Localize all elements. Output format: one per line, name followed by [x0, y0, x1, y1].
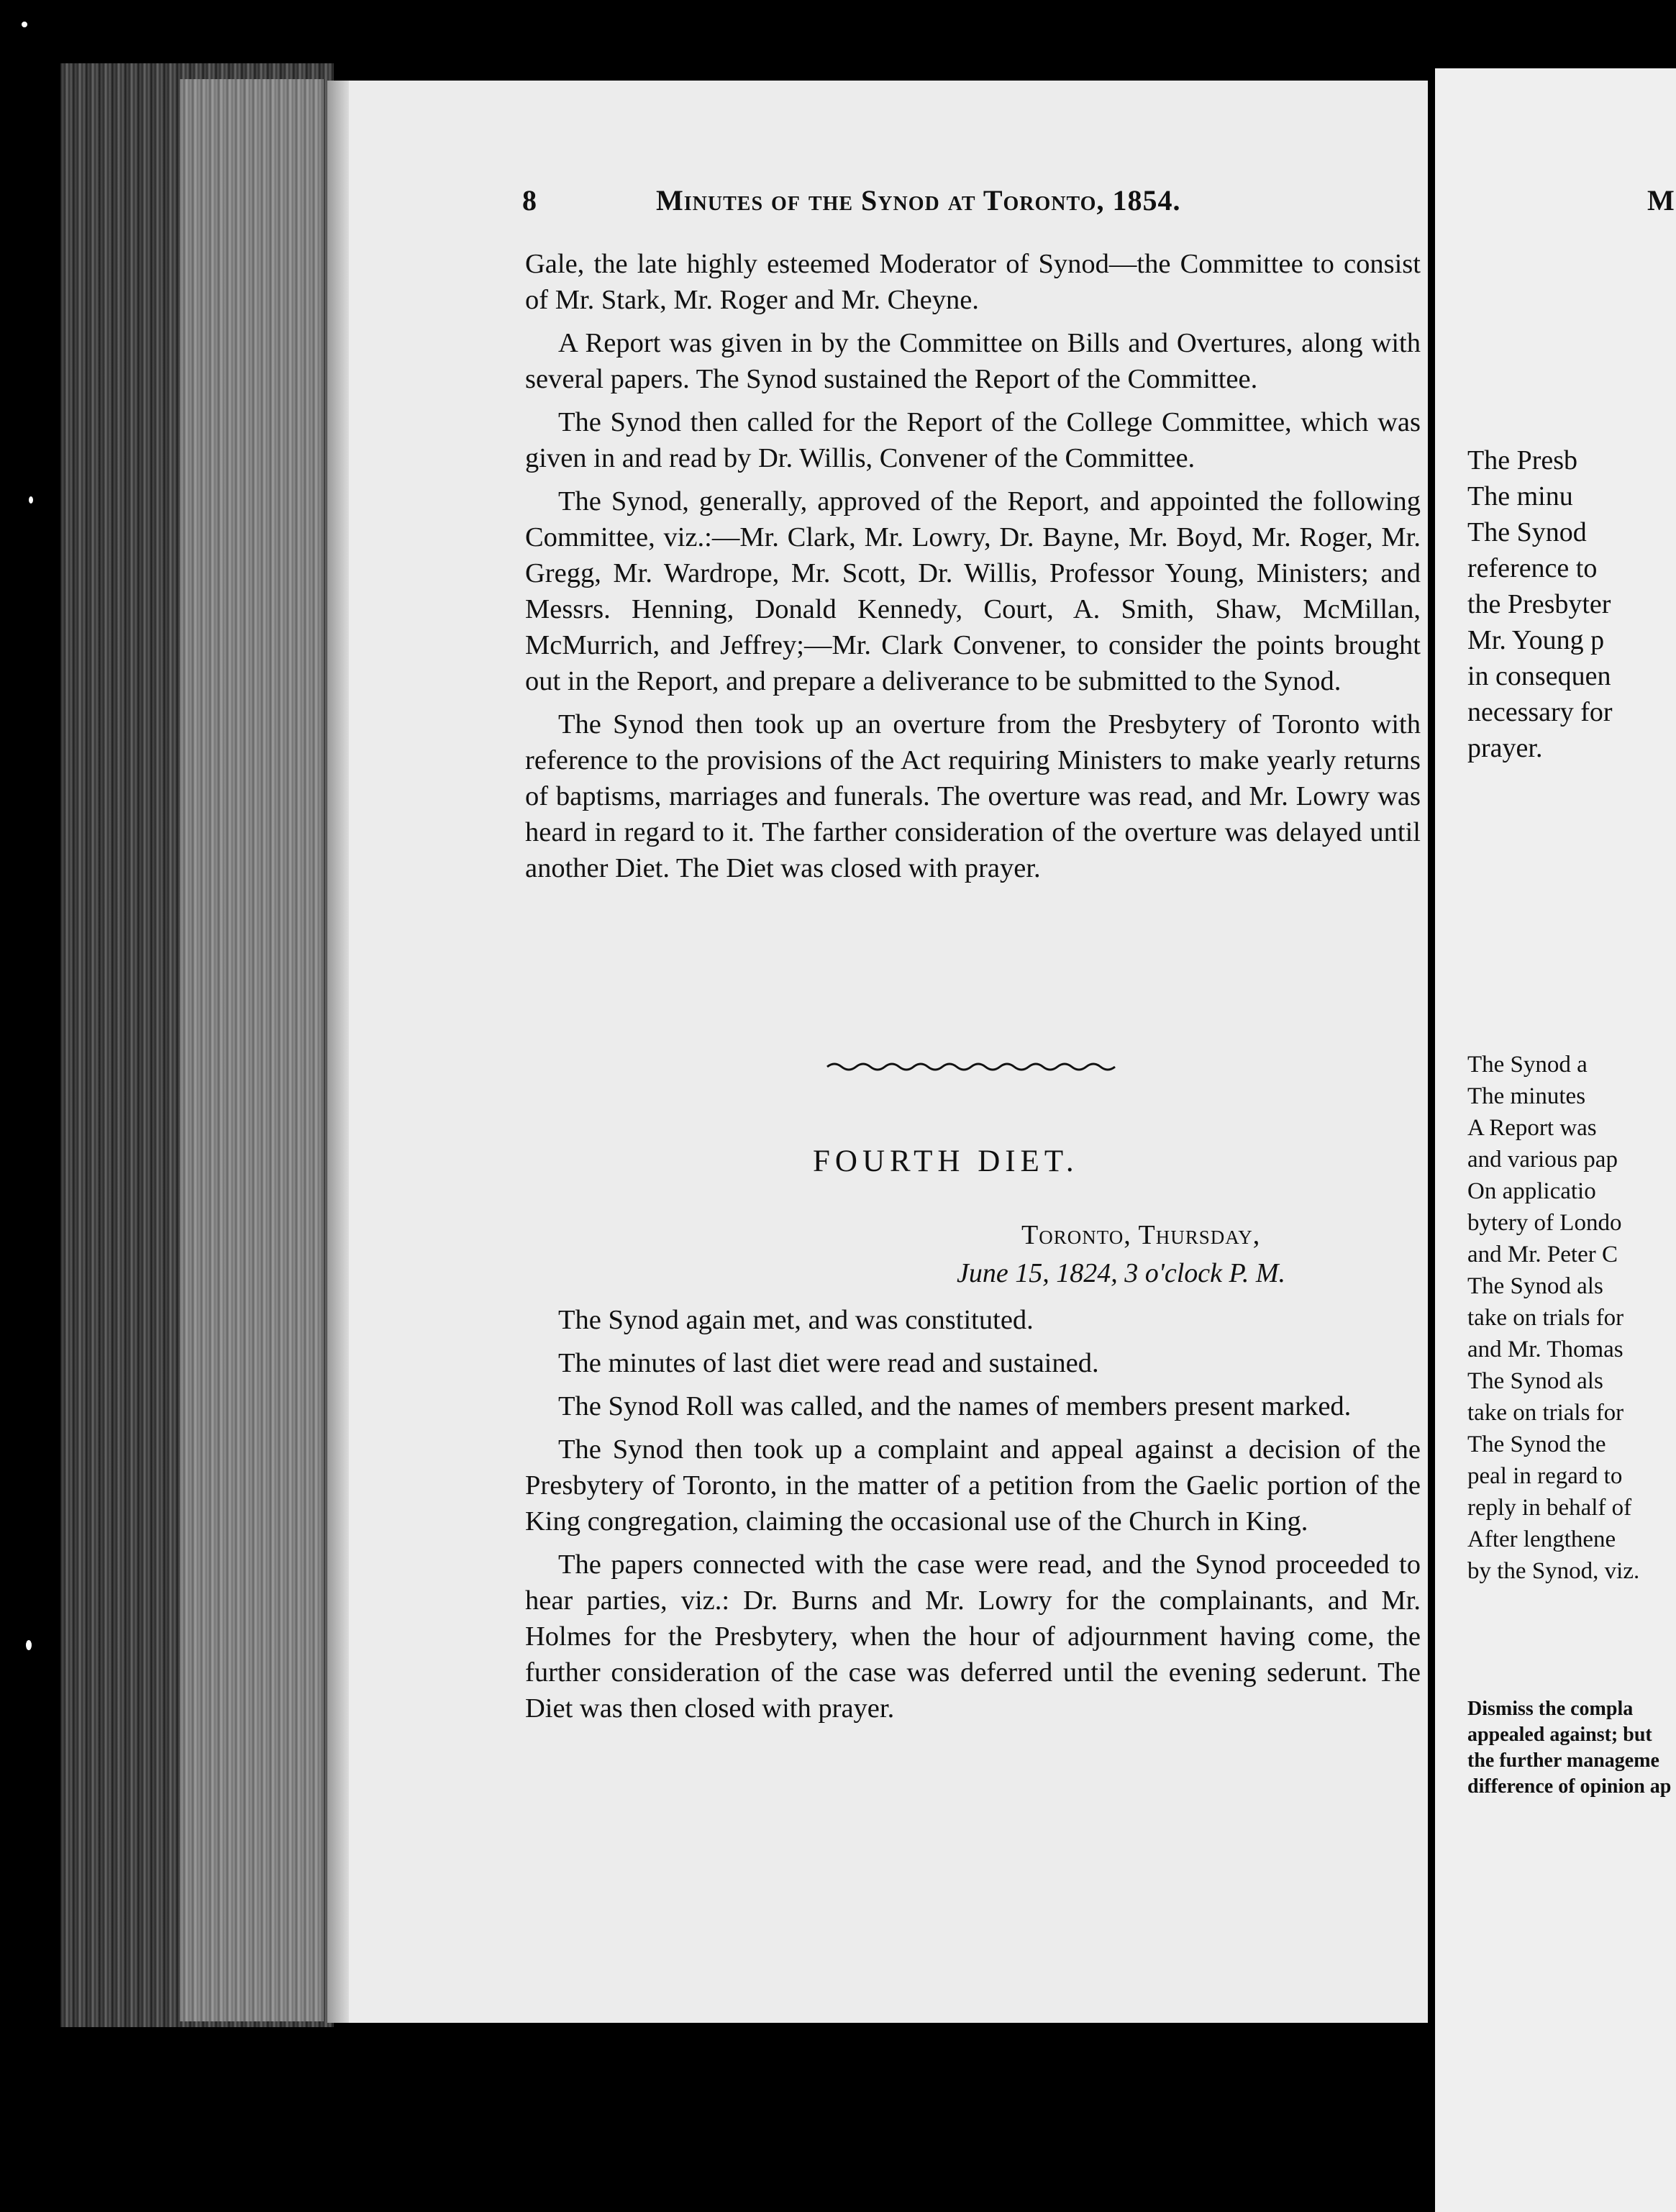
right-line: in consequen [1467, 661, 1611, 691]
right-line: by the Synod, viz. [1467, 1558, 1640, 1584]
right-page-text-middle [1467, 1049, 1676, 1587]
paragraph: The Synod then called for the Report of the College Committee, which was given in and read by Dr. Willis, Convener of the Committee. [525, 407, 1421, 473]
right-line: The Synod a [1467, 1052, 1588, 1078]
right-line: and various pap [1467, 1147, 1618, 1173]
scan-speck [22, 22, 27, 27]
right-line: reference to [1467, 553, 1598, 583]
paragraph: The Synod, generally, approved of the Report, and appointed the following Committee, viz.:—Mr. Clark, Mr. Lowry, Dr. Bayne, Mr. Boyd, Mr. Roger, Mr. Gregg, Mr. Wardrope, Mr. Scott, Dr. Willis, Professor Young, Ministers; and Messrs. Henning, Donald Kennedy, Court, A. Smith, Shaw, McMillan, McMurrich, and Jeffrey;—Mr. Clark Convener, to consider the points brought out in the Report, and prepare a deliverance to be submitted to the Synod. [525, 486, 1421, 696]
dateline-place: Toronto, Thursday, [1021, 1220, 1261, 1250]
right-line: The Synod [1467, 517, 1587, 547]
wavy-divider [827, 1061, 1115, 1073]
right-line: peal in regard to [1467, 1463, 1623, 1489]
running-title: Minutes of the Synod at Toronto, 1854. [656, 184, 1181, 217]
body-text-top [525, 246, 1421, 893]
paragraph: The minutes of last diet were read and sustained. [558, 1348, 1099, 1378]
right-line: take on trials for [1467, 1400, 1624, 1426]
paragraph: The Synod then took up a complaint and appeal against a decision of the Presbytery of Toronto, in the matter of a petition from the Gaelic portion of the King congregation, claiming the occasional use of the Church in King. [525, 1434, 1421, 1537]
dateline-time: June 15, 1824, 3 o'clock P. M. [957, 1258, 1285, 1288]
right-line: On applicatio [1467, 1178, 1596, 1204]
right-line: The Synod the [1467, 1432, 1606, 1457]
right-line: and Mr. Thomas [1467, 1337, 1623, 1362]
right-line: The Presb [1467, 445, 1578, 475]
right-line: the Presbyter [1467, 589, 1611, 619]
right-line: and Mr. Peter C [1467, 1242, 1618, 1267]
right-page-header-fragment: M [1647, 184, 1675, 217]
paragraph: The Synod again met, and was constituted. [558, 1305, 1034, 1335]
right-line: difference of opinion ap [1467, 1775, 1672, 1798]
right-line: Dismiss the compla [1467, 1698, 1634, 1720]
right-line: The Synod als [1467, 1368, 1603, 1394]
scan-speck [29, 496, 33, 504]
right-line: reply in behalf of [1467, 1495, 1632, 1521]
right-line: Mr. Young p [1467, 625, 1605, 655]
right-line: The minu [1467, 481, 1573, 511]
right-line: the further manageme [1467, 1749, 1659, 1772]
section-title: FOURTH DIET. [813, 1144, 1079, 1178]
right-line: A Report was [1467, 1115, 1597, 1141]
paragraph: Gale, the late highly esteemed Moderator of Synod—the Committee to consist of Mr. Stark, Mr. Roger and Mr. Cheyne. [525, 249, 1421, 315]
right-line: The Synod als [1467, 1273, 1603, 1299]
body-text-bottom [525, 1302, 1421, 1734]
right-page-text-bottom [1467, 1696, 1676, 1800]
right-line: prayer. [1467, 733, 1543, 763]
right-line: necessary for [1467, 697, 1613, 727]
book-page-edges-inner [180, 79, 324, 2021]
right-line: bytery of Londo [1467, 1210, 1622, 1236]
right-line: After lengthene [1467, 1526, 1616, 1552]
page-number: 8 [522, 184, 537, 217]
right-line: The minutes [1467, 1083, 1586, 1109]
paragraph: A Report was given in by the Committee on Bills and Overtures, along with several papers. The Synod sustained the Report of the Committee. [525, 328, 1421, 394]
paragraph: The papers connected with the case were read, and the Synod proceeded to hear parties, viz.: Dr. Burns and Mr. Lowry for the complainants, and Mr. Holmes for the Presbytery, when the hour of adjournment having come, the further consideration of the case was deferred until the evening sederunt. The Diet was then closed with prayer. [525, 1549, 1421, 1724]
paragraph: The Synod Roll was called, and the names of members present marked. [558, 1391, 1352, 1421]
paragraph: The Synod then took up an overture from the Presbytery of Toronto with reference to the provisions of the Act requiring Ministers to make yearly returns of baptisms, marriages and funerals. The overture was read, and Mr. Lowry was heard in regard to it. The farther consideration of the overture was delayed until another Diet. The Diet was closed with prayer. [525, 709, 1421, 883]
right-line: appealed against; but [1467, 1724, 1652, 1746]
right-line: take on trials for [1467, 1305, 1624, 1331]
scan-speck [26, 1640, 32, 1650]
page-gutter-shadow [327, 81, 349, 2023]
right-page-text-top [1467, 442, 1676, 766]
